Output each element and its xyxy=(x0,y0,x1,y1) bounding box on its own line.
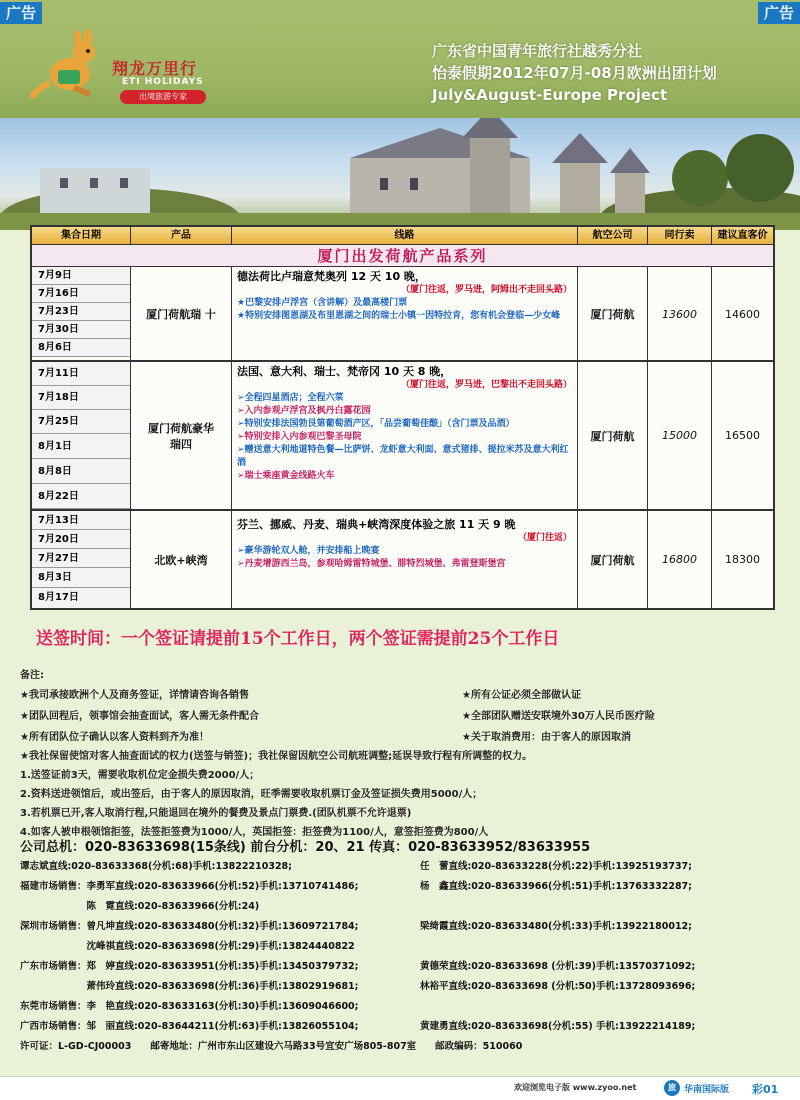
footer-brand: 华南国际版 xyxy=(684,1085,730,1095)
contact-left: 福建市场销售：李勇军直线:020-83633966(分机:52)手机:13710741486; xyxy=(20,881,359,892)
route-item: ★特别安排图恩湖及布里恩湖之间的瑞士小镇一因特拉肯，您有机会登临—少女峰 xyxy=(237,311,561,321)
route-item: ➢特别安排法国勃艮第葡萄酒产区，「品尝葡萄佳酿」（含门票及品酒） xyxy=(237,419,515,429)
note-left: ★我司承接欧洲个人及商务签证，详情请咨询各销售 xyxy=(20,690,249,701)
header xyxy=(0,0,800,118)
castle-illustration xyxy=(0,118,800,230)
note-left: ★团队回程后，领事馆会抽查面试，客人需无条件配合 xyxy=(20,711,259,722)
contact-left: 谭志斌直线:020-83633368(分机:68)手机:13822210328; xyxy=(20,861,292,872)
route-note: （厦门往返，罗马进，巴黎出不走回头路） xyxy=(400,380,572,390)
route-note: （厦门往返） xyxy=(517,533,572,543)
contact-right: 任 蕾直线:020-83633228(分机:22)手机:13925193737; xyxy=(420,861,692,872)
contact-right: 黄建勇直线:020-83633698(分机:55) 手机:13922214189; xyxy=(420,1021,696,1032)
group3-peer-price: 16800 xyxy=(648,511,712,608)
note-full: 2.资料送进领馆后，或出签后，由于客人的原因取消，旺季需要收取机票订金及签证损失费用5000/人； xyxy=(20,789,483,800)
footer-website[interactable]: 欢迎浏览电子版 www.zyoo.net xyxy=(514,1083,637,1092)
group3-route xyxy=(232,511,578,608)
note-full: ★我社保留使馆对客人抽查面试的权力(送签与销签)；我社保留因航空公司航班调整;延误导致行程有所调整的权力。 xyxy=(20,751,533,762)
logo-tagline: 出境旅游专家 xyxy=(120,90,206,104)
kangaroo-mascot-icon xyxy=(30,28,110,100)
contact-left: 广西市场销售：邹 丽直线:020-83644211(分机:63)手机:13826055104; xyxy=(20,1021,359,1032)
note-right: ★关于取消费用：由于客人的原因取消 xyxy=(462,732,631,743)
group2-route xyxy=(232,362,578,509)
contact-right: 黄德荣直线:020-83633698 (分机:39)手机:13570371092; xyxy=(420,961,696,972)
note-full: 3.若机票已开,客人取消行程,只能退回在境外的餐费及景点门票费.(团队机票不允许退票) xyxy=(20,808,412,819)
date-cell: 8月3日 xyxy=(32,568,130,588)
note-full: 1.送签证前3天，需要收取机位定金损失费2000/人； xyxy=(20,770,260,781)
route-note: （厦门往返，罗马进，阿姆出不走回头路） xyxy=(400,285,572,295)
contact-left: 萧伟玲直线:020-83633698(分机:36)手机:13802919681; xyxy=(20,981,359,992)
note-right: ★全部团队赠送安联境外30万人民币医疗险 xyxy=(462,711,655,722)
date-cell: 7月9日 xyxy=(32,267,130,285)
route-title: 德法荷比卢瑞意梵奥列 12 天 10 晚， xyxy=(237,270,426,283)
group3-dates xyxy=(32,511,131,608)
notes-title: 备注: xyxy=(20,670,44,681)
group1-product: 厦门荷航瑞 十 xyxy=(131,267,232,361)
contact-left: 东莞市场销售：李 艳直线:020-83633163(分机:30)手机:13609046600; xyxy=(20,1001,359,1012)
date-cell: 8月17日 xyxy=(32,588,130,608)
contact-left: 深圳市场销售：曾凡坤直线:020-83633480(分机:32)手机:13609721784; xyxy=(20,921,359,932)
contact-right: 林裕平直线:020-83633698 (分机:50)手机:13728093696; xyxy=(420,981,696,992)
castle-photo xyxy=(0,118,800,230)
group3-retail-price: 18300 xyxy=(725,553,760,566)
logo-name-en: ETI HOLIDAYS xyxy=(122,77,204,87)
contact-left: 广东市场销售：郑 婷直线:020-83633951(分机:35)手机:13450379732; xyxy=(20,961,359,972)
group1-airline: 厦门荷航 xyxy=(578,267,648,361)
route-item: ➢瑞士乘座黄金线路火车 xyxy=(237,471,335,481)
route-item: ★巴黎安排卢浮宫（含讲解）及最高楼门票 xyxy=(237,298,408,308)
group2-airline: 厦门荷航 xyxy=(578,362,648,509)
logo xyxy=(30,28,230,101)
date-cell: 7月30日 xyxy=(32,321,130,339)
note-right: ★所有公证必须全部做认证 xyxy=(462,690,581,701)
license-address-line: 许可证：L-GD-CJ00003 邮寄地址：广州市东山区建设六马路33号宜安广场805-807室 邮政编码：510060 xyxy=(20,1041,523,1052)
group2-dates xyxy=(32,362,131,509)
tour-table xyxy=(30,225,775,610)
logo-name-cn: 翔龙万里行 xyxy=(112,59,198,78)
date-cell: 7月27日 xyxy=(32,549,130,568)
brand-badge-icon: 旅 xyxy=(664,1080,680,1096)
route-item: ➢赠送意大利地道特色餐—比萨饼、龙虾意大利面、意式猪排、提拉米苏及意大利红酒 xyxy=(237,445,569,468)
group1-retail-price: 14600 xyxy=(725,307,760,321)
date-cell: 7月18日 xyxy=(32,386,130,410)
contact-right: 梁绮霞直线:020-83633480(分机:33)手机:13922180012; xyxy=(420,921,692,932)
title-block xyxy=(432,40,717,106)
route-title: 法国、意大利、瑞士、梵帝冈 10 天 8 晚， xyxy=(237,365,452,378)
date-cell: 8月6日 xyxy=(32,339,130,357)
date-cell: 8月22日 xyxy=(32,484,130,509)
route-item: ➢豪华游轮双人舱，并安排船上晚宴 xyxy=(237,546,380,556)
date-cell: 7月20日 xyxy=(32,530,130,549)
col-header-peer-price: 同行卖 xyxy=(648,227,712,245)
note-full: 4.如客人被申根领馆拒签，法签拒签费为1000/人，英国拒签：拒签费为1100/人，意签拒签费为800/人 xyxy=(20,827,489,838)
date-cell: 7月13日 xyxy=(32,511,130,530)
contact-left: 沈峰祺直线:020-83633698(分机:29)手机:13824440822 xyxy=(20,941,355,952)
route-item: ➢入内参观卢浮宫及枫丹白露花园 xyxy=(237,406,371,416)
date-cell: 7月16日 xyxy=(32,285,130,303)
group3-airline: 厦门荷航 xyxy=(578,511,648,608)
note-left: ★所有团队位子确认以客人资料到齐为准！ xyxy=(20,732,209,743)
group2-product: 厦门荷航豪华瑞四 xyxy=(131,362,232,509)
group1-peer-price: 13600 xyxy=(648,267,712,361)
date-cell: 7月25日 xyxy=(32,410,130,434)
contact-right: 杨 鑫直线:020-83633966(分机:51)手机:13763332287; xyxy=(420,881,692,892)
footer xyxy=(0,1076,800,1100)
page-number: 彩01 xyxy=(752,1083,779,1096)
route-title: 芬兰、挪威、丹麦、瑞典+峡湾深度体验之旅 11 天 9 晚 xyxy=(237,518,516,531)
title-line-3: July&August-Europe Project xyxy=(432,86,668,104)
date-cell: 8月8日 xyxy=(32,459,130,484)
group2-peer-price: 15000 xyxy=(648,362,712,509)
title-line-1: 广东省中国青年旅行社越秀分社 xyxy=(432,42,643,60)
series-banner: 厦门出发荷航产品系列 xyxy=(32,245,773,267)
group1-route xyxy=(232,267,578,361)
group1-dates xyxy=(32,267,131,361)
date-cell: 7月11日 xyxy=(32,362,130,386)
ad-label-right: 广告 xyxy=(758,2,800,24)
date-cell: 8月1日 xyxy=(32,434,130,459)
visa-notice: 送签时间：一个签证请提前15个工作日，两个签证需提前25个工作日 xyxy=(36,629,560,649)
route-item: ➢全程四星酒店；全程六菜 xyxy=(237,393,344,403)
col-header-date: 集合日期 xyxy=(32,227,131,245)
group3-product: 北欧+峡湾 xyxy=(131,511,232,608)
col-header-product: 产品 xyxy=(131,227,232,245)
title-line-2: 怡泰假期2012年07月-08月欧洲出团计划 xyxy=(432,64,717,82)
contact-left: 陈 霓直线:020-83633966(分机:24) xyxy=(20,901,260,912)
date-cell: 7月23日 xyxy=(32,303,130,321)
company-main-line: 公司总机：020-83633698(15条线) 前台分机：20、21 传真：020-83633952/83633955 xyxy=(20,840,591,855)
col-header-retail-price: 建议直客价 xyxy=(712,227,773,245)
ad-label-left: 广告 xyxy=(0,2,42,24)
col-header-airline: 航空公司 xyxy=(578,227,648,245)
col-header-route: 线路 xyxy=(232,227,578,245)
route-item: ➢丹麦增游西兰岛，参观哈姆雷特城堡、腓特烈城堡、弗雷登斯堡宫 xyxy=(237,559,506,569)
route-item: ➢特别安排入内参观巴黎圣母院 xyxy=(237,432,362,442)
group2-retail-price: 16500 xyxy=(725,429,760,442)
